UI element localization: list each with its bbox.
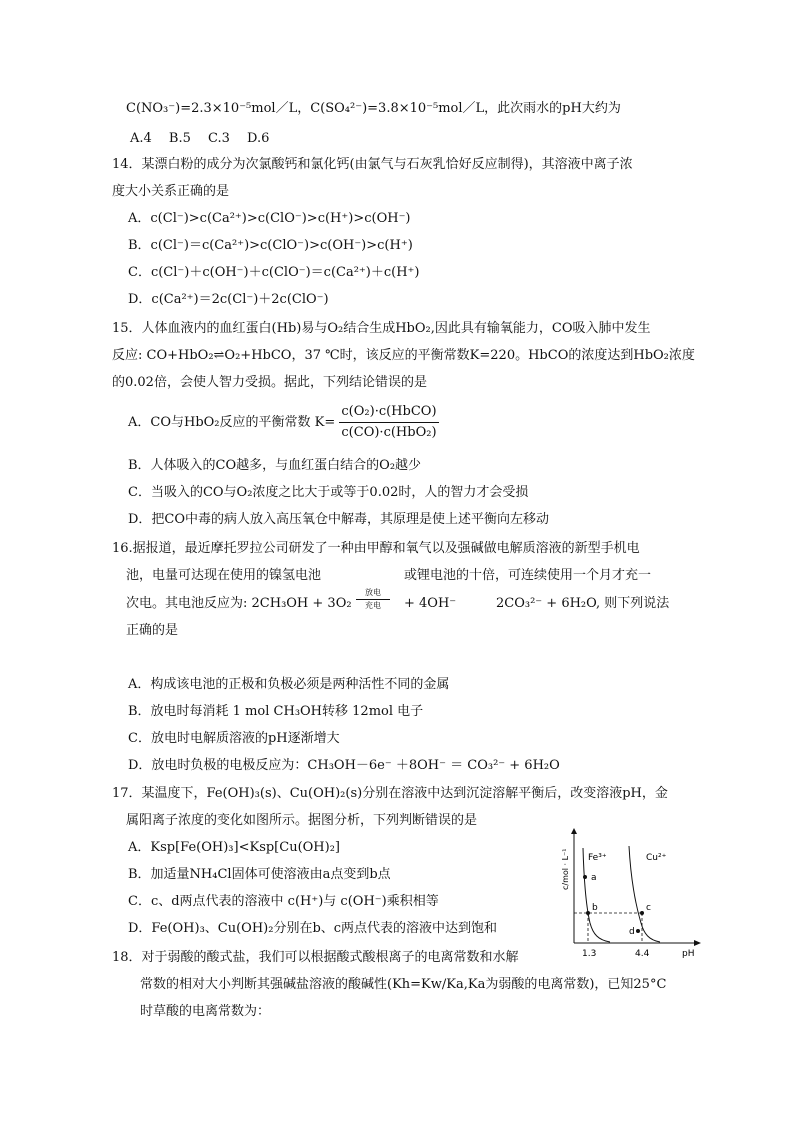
q18-stem-1: 18．对于弱酸的酸式盐，我们可以根据酸式酸根离子的电离常数和水解 xyxy=(112,950,519,965)
equilibrium-fraction xyxy=(339,402,438,443)
tick-4-4: 4.4 xyxy=(635,949,650,959)
precipitation-figure xyxy=(558,828,708,963)
q16-stem-3a: 次电。其电池反应为: 2CH₃OH + 3O₂ xyxy=(126,596,352,611)
q13-options: A.4 B.5 C.3 D.6 xyxy=(130,131,270,146)
x-axis-arrow xyxy=(694,940,701,946)
q14-option-c: C．c(Cl⁻)＋c(OH⁻)＋c(ClO⁻)＝c(Ca²⁺)＋c(H⁺) xyxy=(128,265,420,280)
point-a xyxy=(583,875,587,879)
point-b xyxy=(586,911,590,915)
q16-stem-3c: 2CO₃²⁻ + 6H₂O, 则下列说法 xyxy=(496,596,670,611)
y-axis-arrow xyxy=(571,828,577,834)
q15-option-a xyxy=(128,402,439,443)
q14-option-d: D．c(Ca²⁺)＝2c(Cl⁻)＋2c(ClO⁻) xyxy=(128,292,329,307)
q17-stem-2: 属阳离子浓度的变化如图所示。据图分析，下列判断错误的是 xyxy=(126,813,478,828)
label-cu: Cu²⁺ xyxy=(646,853,667,863)
q18-stem-3: 时草酸的电离常数为： xyxy=(140,1004,271,1019)
fraction-numerator: c(O₂)·c(HbCO) xyxy=(339,402,438,423)
q17-option-a: A．Ksp[Fe(OH)₃]<Ksp[Cu(OH)₂] xyxy=(128,840,340,855)
q16-stem-2a: 池，电量可达现在使用的镍氢电池 xyxy=(126,568,322,583)
label-d: d xyxy=(629,927,635,937)
q17-option-d: D．Fe(OH)₃、Cu(OH)₂分别在b、c两点代表的溶液中达到饱和 xyxy=(128,921,498,936)
q16-stem-2b: 或锂电池的十倍，可连续使用一个月才充一 xyxy=(404,568,652,583)
q15-option-d: D．把CO中毒的病人放入高压氧仓中解毒，其原理是使上述平衡向左移动 xyxy=(128,512,550,527)
q14-stem-2: 度大小关系正确的是 xyxy=(112,184,230,199)
q14-option-a: A．c(Cl⁻)>c(Ca²⁺)>c(ClO⁻)>c(H⁺)>c(OH⁻) xyxy=(128,211,411,226)
q18-stem-2: 常数的相对大小判断其强碱盐溶液的酸碱性(Kh=Kw/Ka,Ka为弱酸的电离常数)，已知25°C xyxy=(140,977,667,992)
q17-option-c: C．c、d两点代表的溶液中 c(H⁺)与 c(OH⁻)乘积相等 xyxy=(128,894,439,909)
label-c: c xyxy=(646,903,651,913)
label-fe: Fe³⁺ xyxy=(588,853,607,863)
reaction-arrow xyxy=(356,588,390,611)
point-c xyxy=(640,911,644,915)
q17-option-b: B．加适量NH₄Cl固体可使溶液由a点变到b点 xyxy=(128,867,391,882)
q16-stem-4: 正确的是 xyxy=(126,623,179,638)
q16-stem-3b: + 4OH⁻ xyxy=(404,596,457,611)
q17-stem-1: 17．某温度下，Fe(OH)₃(s)、Cu(OH)₂(s)分别在溶液中达到沉淀溶解平衡后，改变溶液pH，金 xyxy=(112,786,668,801)
q15-stem-3: 的0.02倍，会使人智力受损。据此，下列结论错误的是 xyxy=(112,375,427,390)
q16-option-d: D．放电时负极的电极反应为：CH₃OH－6e⁻ ＋8OH⁻ ＝ CO₃²⁻ + 6H₂O xyxy=(128,758,560,773)
q15-stem-2: 反应: CO+HbO₂⇌O₂+HbCO，37 ℃时，该反应的平衡常数K=220。HbCO的浓度达到HbO₂浓度 xyxy=(112,348,695,363)
q14-option-b: B．c(Cl⁻)＝c(Ca²⁺)>c(ClO⁻)>c(OH⁻)>c(H⁺) xyxy=(128,238,413,253)
point-d xyxy=(636,929,640,933)
tick-1-3: 1.3 xyxy=(582,949,597,959)
q16-stem-1: 16.据报道，最近摩托罗拉公司研发了一种由甲醇和氧气以及强碱做电解质溶液的新型手机电 xyxy=(112,541,640,556)
q13-stem: C(NO₃⁻)=2.3×10⁻⁵mol／L，C(SO₄²⁻)=3.8×10⁻⁵mol／L，此次雨水的pH大约为 xyxy=(126,101,621,116)
q16-option-c: C．放电时电解质溶液的pH逐渐增大 xyxy=(128,731,340,746)
q15-option-c: C．当吸入的CO与O₂浓度之比大于或等于0.02时，人的智力才会受损 xyxy=(128,485,529,500)
q15-stem-1: 15．人体血液内的血红蛋白(Hb)易与O₂结合生成HbO₂,因此具有输氧能力，CO吸入肺中发生 xyxy=(112,321,651,336)
x-axis-label: pH xyxy=(682,949,695,959)
q16-option-a: A．构成该电池的正极和负极必须是两种活性不同的金属 xyxy=(128,677,450,692)
q15-option-a-prefix: A．CO与HbO₂反应的平衡常数 K= xyxy=(128,415,336,430)
fraction-denominator: c(CO)·c(HbO₂) xyxy=(341,425,437,440)
label-a: a xyxy=(591,873,597,883)
q15-option-b: B．人体吸入的CO越多，与血红蛋白结合的O₂越少 xyxy=(128,458,422,473)
label-b: b xyxy=(592,903,598,913)
arrow-discharge-label: 放电 xyxy=(365,588,381,597)
arrow-bar xyxy=(356,599,390,600)
arrow-charge-label: 充电 xyxy=(365,601,381,610)
y-axis-label: c/mol · L⁻¹ xyxy=(561,848,570,890)
q16-option-b: B．放电时每消耗 1 mol CH₃OH转移 12mol 电子 xyxy=(128,704,424,719)
q14-stem-1: 14．某漂白粉的成分为次氯酸钙和氯化钙(由氯气与石灰乳恰好反应制得)，其溶液中离子浓 xyxy=(112,157,633,172)
